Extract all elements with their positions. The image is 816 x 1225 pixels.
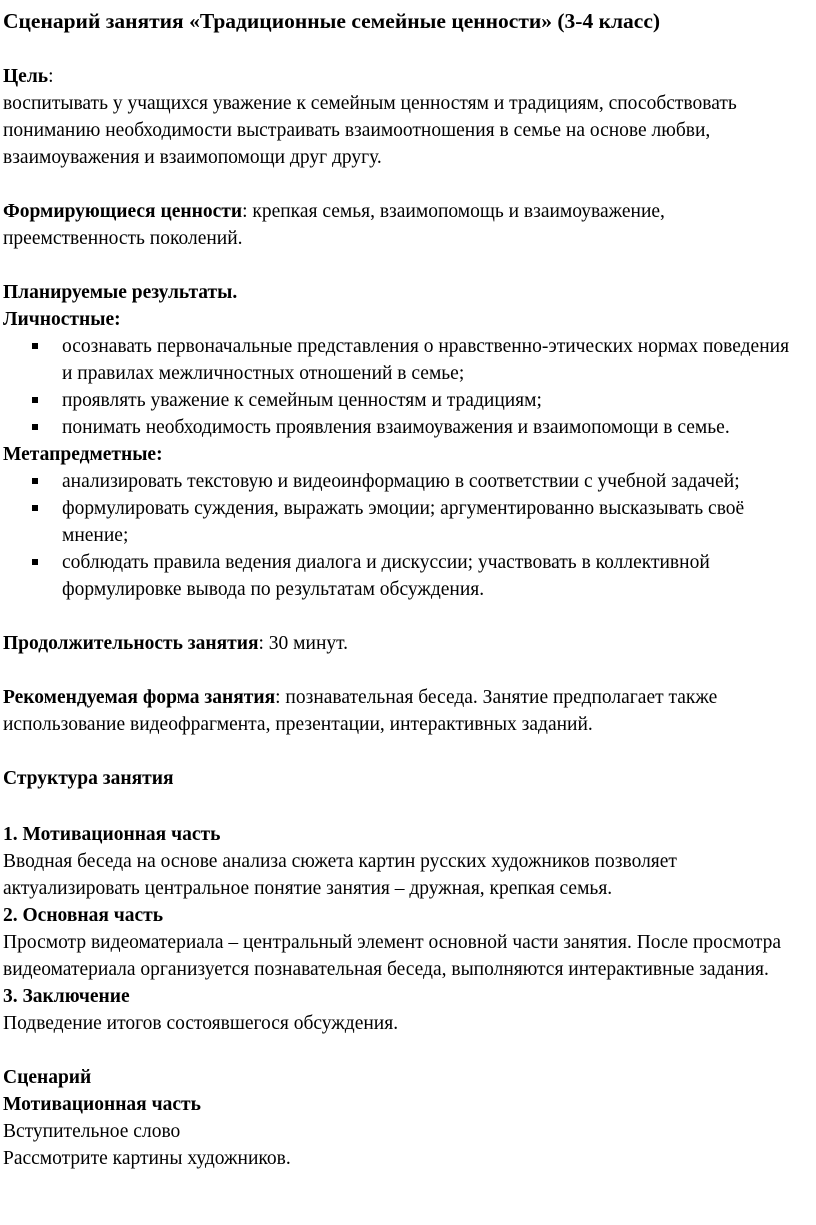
- structure-heading: [3, 765, 804, 792]
- goal-label: Цель: [3, 66, 49, 87]
- duration-text: : 30 минут.: [258, 633, 349, 654]
- scenario-subheading-text: Мотивационная часть: [3, 1094, 201, 1115]
- results-heading: [3, 279, 804, 306]
- list-item: формулировать суждения, выражать эмоции; аргументированно высказывать своё мнение;: [62, 495, 804, 549]
- meta-results-label-text: Метапредметные:: [3, 444, 163, 465]
- values-block: [3, 198, 804, 252]
- personal-results-list: [3, 333, 804, 441]
- list-item: проявлять уважение к семейным ценностям и традициям;: [62, 387, 804, 414]
- list-item: понимать необходимость проявления взаимоуважения и взаимопомощи в семье.: [62, 414, 804, 441]
- part-text: Просмотр видеоматериала – центральный элемент основной части занятия. После просмотра видеоматериала организуется познавательная беседа, выполняются интерактивные задания.: [3, 932, 782, 980]
- part-title: [3, 821, 804, 848]
- part-title: [3, 983, 804, 1010]
- part-text: Вводная беседа на основе анализа сюжета картин русских художников позволяет актуализировать центральное понятие занятия – дружная, крепкая семья.: [3, 851, 677, 899]
- part-text: Подведение итогов состоявшегося обсуждения.: [3, 1013, 399, 1034]
- values-text: : крепкая семья, взаимопомощь и взаимоуважение, преемственность поколений.: [3, 201, 665, 249]
- goal-colon: :: [48, 66, 54, 87]
- duration-label: Продолжительность занятия: [3, 633, 259, 654]
- values-label: Формирующиеся ценности: [3, 201, 243, 222]
- scenario-line: Рассмотрите картины художников.: [3, 1148, 291, 1169]
- meta-results-label: [3, 441, 804, 468]
- part-title-text: 2. Основная часть: [3, 905, 164, 926]
- list-item: анализировать текстовую и видеоинформацию в соответствии с учебной задачей;: [62, 468, 804, 495]
- form-block: [3, 684, 804, 738]
- part-title-text: 1. Мотивационная часть: [3, 824, 221, 845]
- part-title-text: 3. Заключение: [3, 986, 130, 1007]
- duration-block: [3, 630, 804, 657]
- part-title: [3, 902, 804, 929]
- scenario-line: Вступительное слово: [3, 1121, 181, 1142]
- goal-text: воспитывать у учащихся уважение к семейным ценностям и традициям, способствовать пониманию необходимости выстраивать взаимоотношения в семье на основе любви, взаимоуважения и взаимопомощи друг другу.: [3, 93, 737, 168]
- results-heading-text: Планируемые результаты.: [3, 282, 238, 303]
- scenario-heading: [3, 1064, 804, 1091]
- document-title: Сценарий занятия «Традиционные семейные ценности» (3-4 класс): [3, 9, 661, 33]
- goal-block: [3, 63, 804, 90]
- list-item: осознавать первоначальные представления о нравственно-этических нормах поведения и правилах межличностных отношений в семье;: [62, 333, 804, 387]
- scenario-heading-text: Сценарий: [3, 1067, 92, 1088]
- form-text: : познавательная беседа. Занятие предполагает также использование видеофрагмента, презентации, интерактивных заданий.: [3, 687, 718, 735]
- scenario-subheading: [3, 1091, 804, 1118]
- list-item: соблюдать правила ведения диалога и дискуссии; участвовать в коллективной формулировке вывода по результатам обсуждения.: [62, 549, 804, 603]
- form-label: Рекомендуемая форма занятия: [3, 687, 276, 708]
- structure-heading-text: Структура занятия: [3, 768, 174, 789]
- personal-results-label-text: Личностные:: [3, 309, 121, 330]
- personal-results-label: [3, 306, 804, 333]
- meta-results-list: [3, 468, 804, 603]
